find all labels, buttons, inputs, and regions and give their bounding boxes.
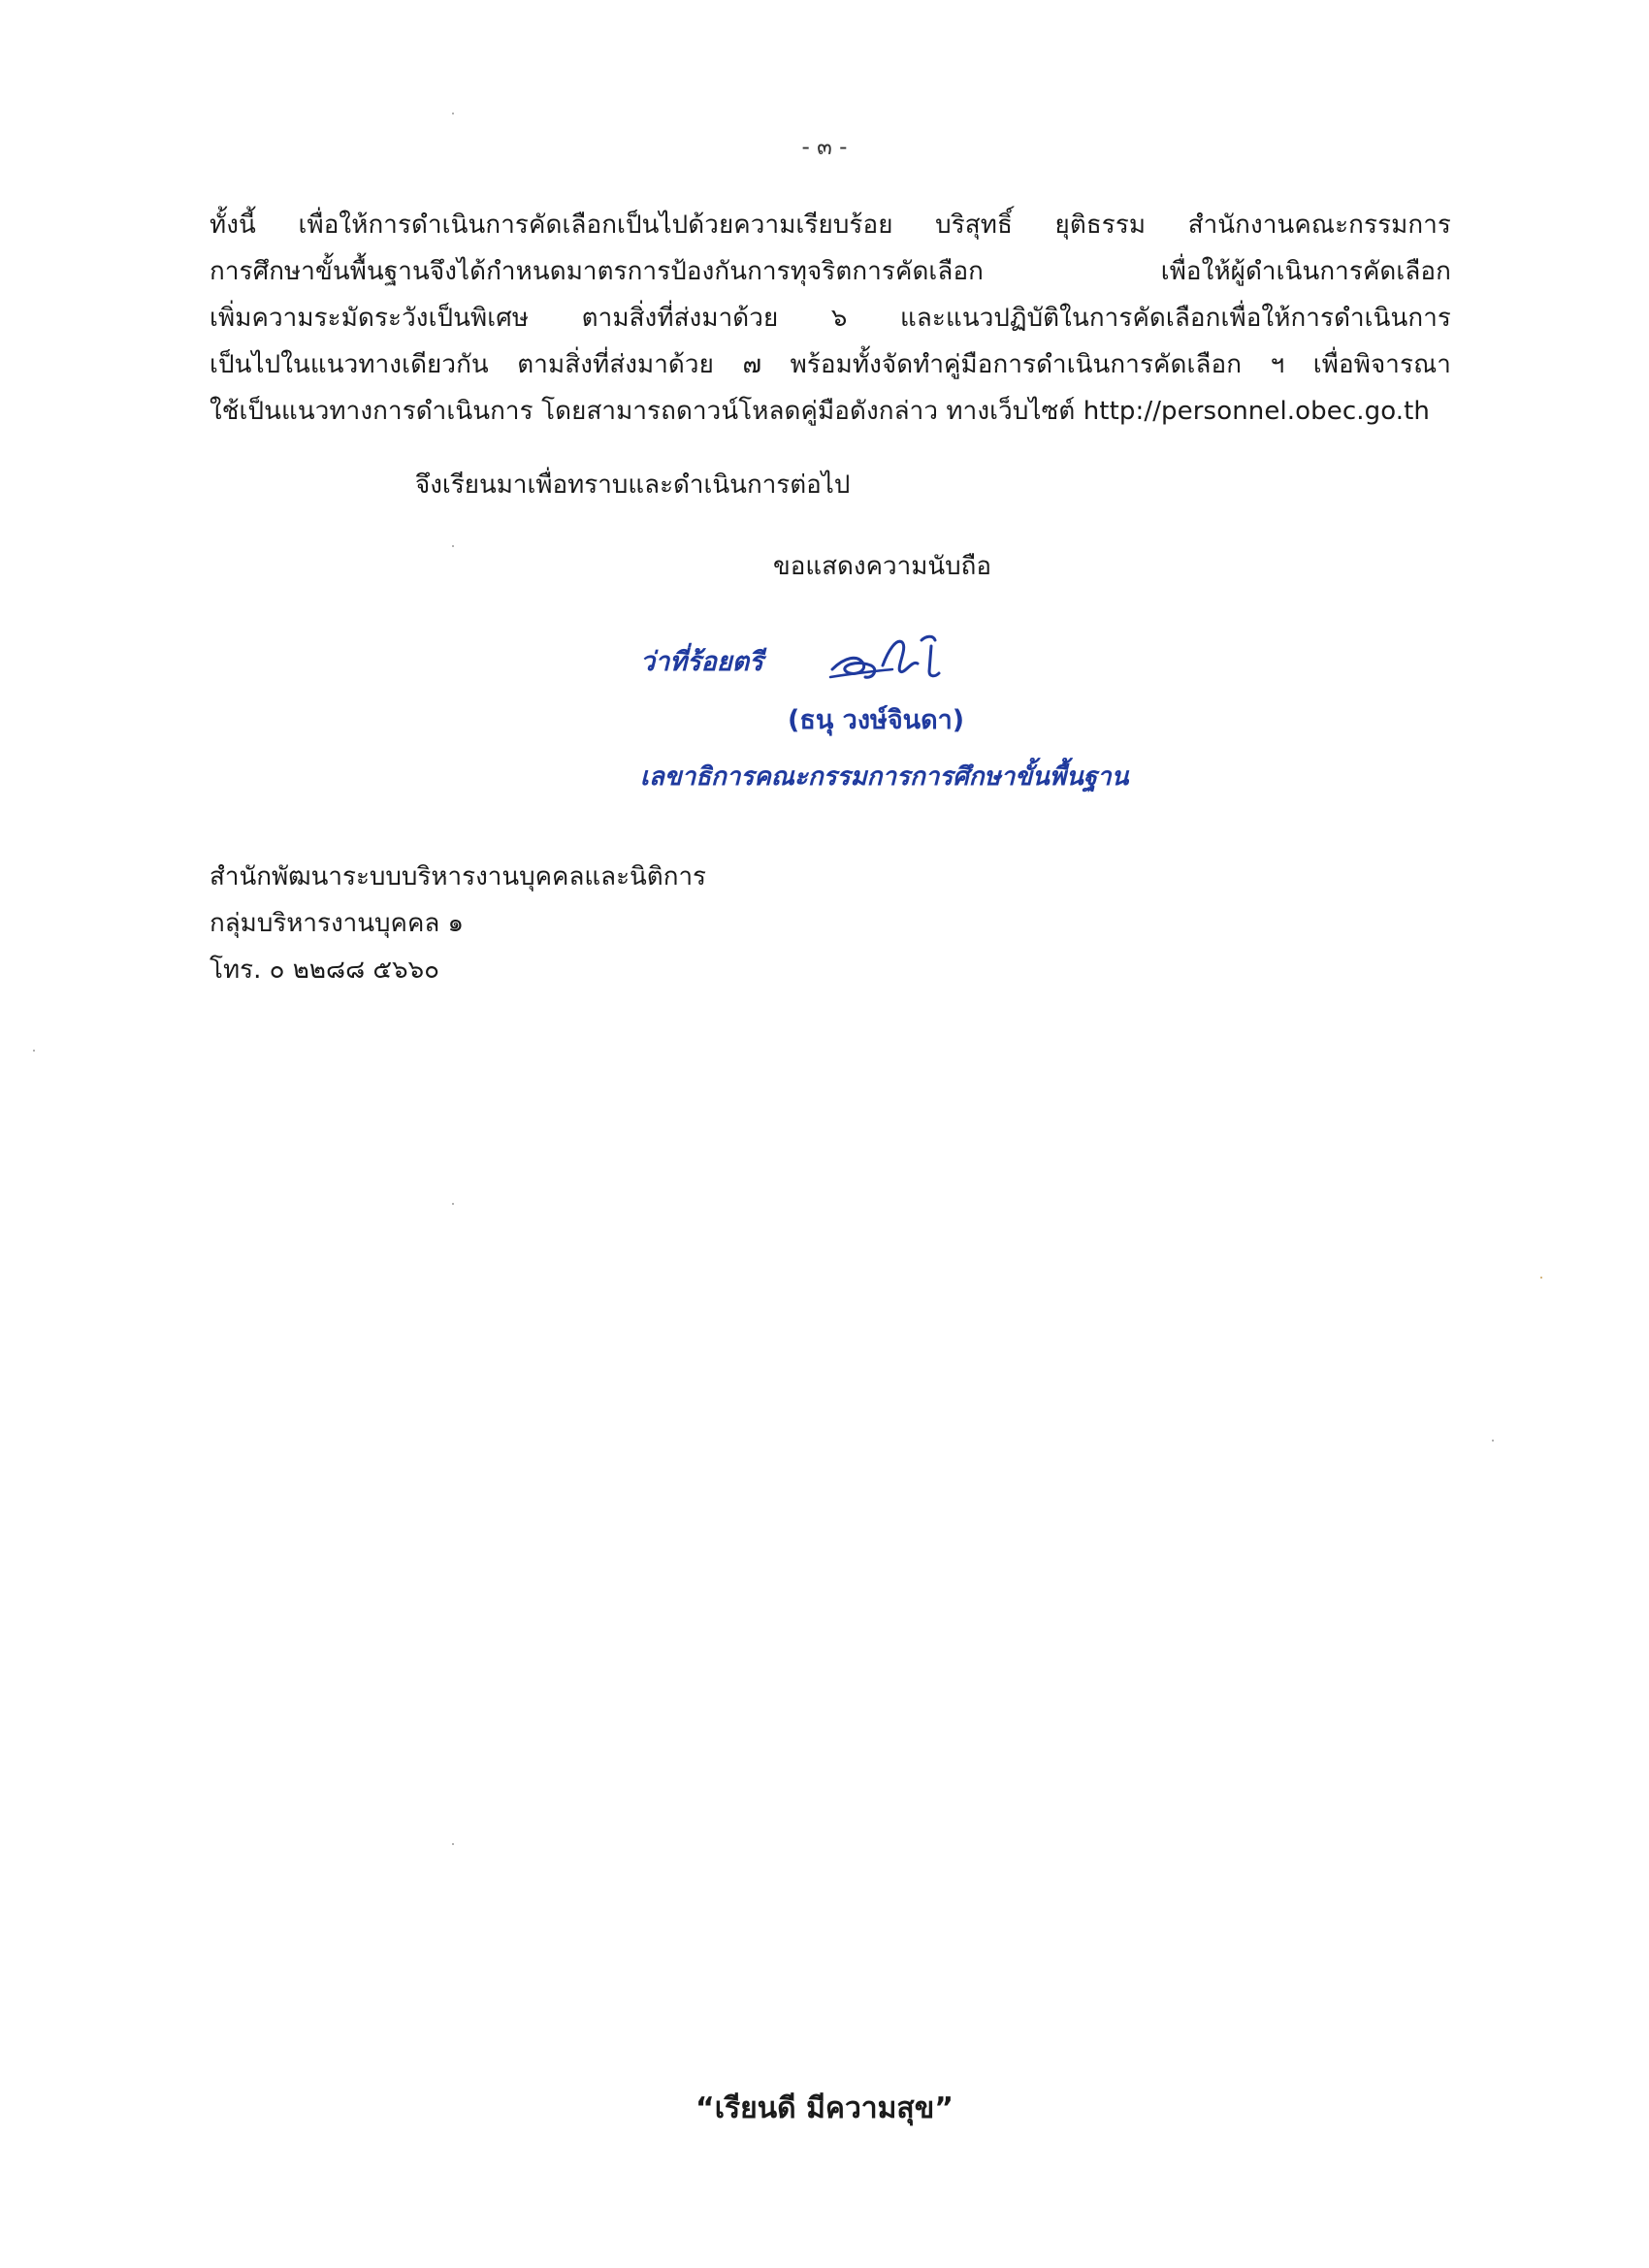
page-number: - ๓ - — [801, 135, 848, 160]
issuing-office — [210, 854, 706, 993]
motto: “เรียนดี มีความสุข” — [695, 2091, 954, 2125]
body-line: ใช้เป็นแนวทางการดำเนินการ โดยสามารถดาวน์โหลดคู่มือดังกล่าว ทางเว็บไซต์ http://personnel.obec.go.th — [210, 397, 1430, 426]
scan-speck — [452, 545, 454, 547]
office-phone: โทร. ๐ ๒๒๘๘ ๕๖๖๐ — [210, 956, 439, 985]
handwritten-signature — [824, 621, 960, 698]
closing-sentence: จึงเรียนมาเพื่อทราบและดำเนินการต่อไป — [415, 470, 851, 500]
office-group: กลุ่มบริหารงานบุคคล ๑ — [210, 909, 465, 938]
scan-speck — [452, 1843, 454, 1845]
scan-speck — [1540, 1277, 1542, 1279]
scan-speck — [452, 1203, 454, 1205]
body-line: เป็นไปในแนวทางเดียวกัน ตามสิ่งที่ส่งมาด้วย ๗ พร้อมทั้งจัดทำคู่มือการดำเนินการคัดเลือก ฯ เพื่อพิจารณา — [210, 350, 1451, 379]
signatory-position: เลขาธิการคณะกรรมการการศึกษาขั้นพื้นฐาน — [640, 762, 1129, 792]
body-line: การศึกษาขั้นพื้นฐานจึงได้กำหนดมาตรการป้องกันการทุจริตการคัดเลือก เพื่อให้ผู้ดำเนินการคัดเลือก — [210, 257, 1451, 286]
office-department: สำนักพัฒนาระบบบริหารงานบุคคลและนิติการ — [210, 862, 707, 891]
scan-speck — [452, 113, 454, 114]
signatory-name: (ธนุ วงษ์จินดา) — [788, 705, 965, 735]
body-paragraph — [210, 202, 1451, 435]
signatory-rank: ว่าที่ร้อยตรี — [640, 647, 763, 677]
body-line: เพิ่มความระมัดระวังเป็นพิเศษ ตามสิ่งที่ส่งมาด้วย ๖ และแนวปฏิบัติในการคัดเลือกเพื่อให้การดำเนินการ — [210, 304, 1451, 333]
closing-phrase: ขอแสดงความนับถือ — [773, 552, 991, 581]
body-line: ทั้งนี้ เพื่อให้การดำเนินการคัดเลือกเป็นไปด้วยความเรียบร้อย บริสุทธิ์ ยุติธรรม สำนักงานคณะกรรมการ — [210, 211, 1451, 240]
scan-speck — [1492, 1440, 1494, 1442]
scan-speck — [33, 1050, 35, 1052]
